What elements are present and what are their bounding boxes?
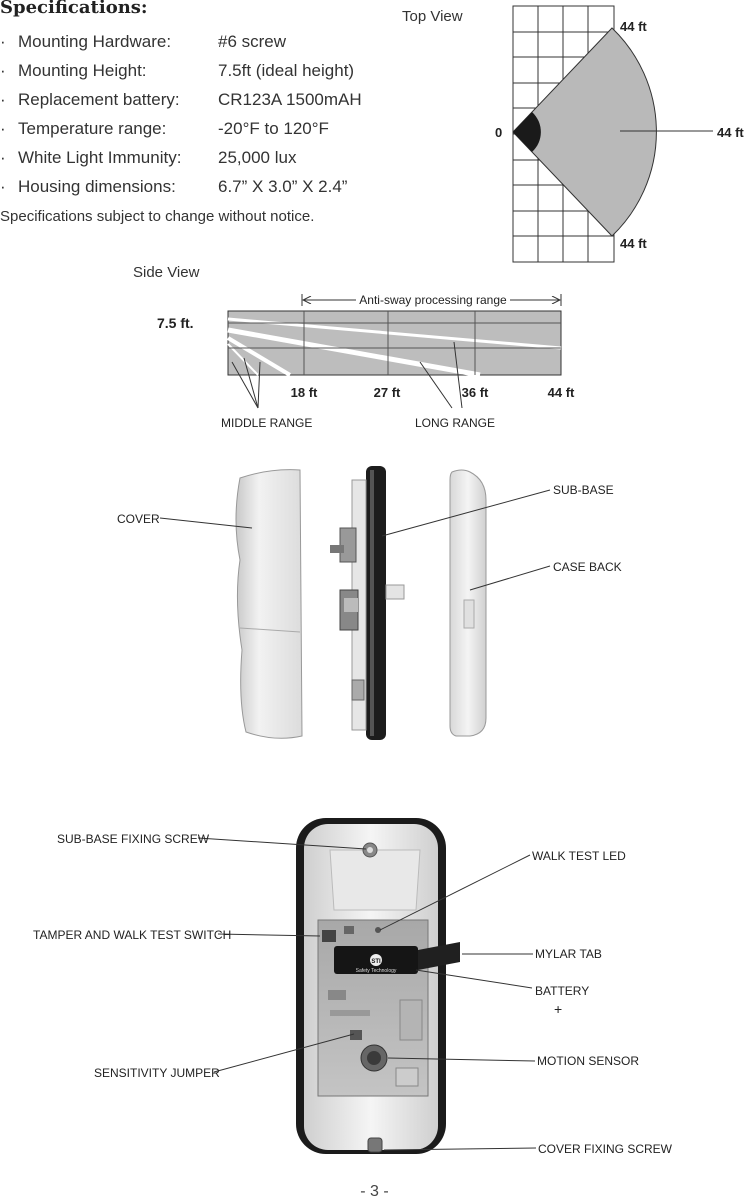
tamper-switch — [322, 930, 336, 942]
spec-value: #6 screw — [218, 32, 287, 51]
case-back-label: CASE BACK — [553, 560, 622, 574]
walk-test-led-label: WALK TEST LED — [532, 849, 626, 863]
exploded-view-diagram — [150, 460, 620, 745]
spec-label: Temperature range: — [18, 119, 167, 138]
sub-base-fixing-screw-label: SUB-BASE FIXING SCREW — [57, 832, 210, 846]
bullet: · — [0, 148, 6, 167]
cover-fixing-screw — [368, 1138, 382, 1152]
range-label-bottom: 44 ft — [620, 236, 647, 251]
internal-view-diagram — [190, 810, 550, 1160]
specifications-title: Specifications: — [0, 0, 148, 18]
range-label-top: 44 ft — [620, 19, 647, 34]
sensitivity-jumper-label: SENSITIVITY JUMPER — [94, 1066, 220, 1080]
spec-value: 25,000 lux — [218, 148, 297, 167]
spec-label: Mounting Height: — [18, 61, 147, 80]
spec-value: -20°F to 120°F — [218, 119, 329, 138]
mylar-tab-label: MYLAR TAB — [535, 947, 602, 961]
spec-value: CR123A 1500mAH — [218, 90, 362, 109]
height-label: 7.5 ft. — [157, 315, 194, 331]
top-view-diagram — [480, 0, 749, 268]
side-view-diagram — [150, 285, 590, 435]
distance-tick-27: 27 ft — [373, 385, 401, 400]
spec-label: Housing dimensions: — [18, 177, 176, 196]
top-view-title: Top View — [402, 8, 463, 25]
cover-part — [236, 470, 302, 739]
tamper-switch-label: TAMPER AND WALK TEST SWITCH — [33, 928, 232, 942]
bullet: · — [0, 32, 6, 51]
bullet: · — [0, 61, 6, 80]
spec-label: Mounting Hardware: — [18, 32, 172, 51]
spec-label: Replacement battery: — [18, 90, 180, 109]
spec-value: 7.5ft (ideal height) — [218, 61, 355, 80]
dead-zone — [513, 112, 541, 152]
battery-label: BATTERY — [535, 984, 590, 998]
spec-label: White Light Immunity: — [18, 148, 182, 167]
middle-range-label: MIDDLE RANGE — [221, 416, 313, 430]
battery-polarity: + — [554, 1001, 563, 1017]
sub-base-part — [330, 466, 404, 740]
long-range-label: LONG RANGE — [415, 416, 496, 430]
bullet: · — [0, 177, 6, 196]
specifications-note: Specifications subject to change without notice. — [0, 208, 315, 225]
battery-brand-text: STI — [371, 959, 381, 965]
page-number: - 3 - — [360, 1183, 389, 1200]
cover-fixing-screw-label: COVER FIXING SCREW — [538, 1142, 673, 1156]
anti-sway-label: Anti-sway processing range — [359, 293, 507, 307]
battery-maker-text: Safety Technology — [355, 968, 397, 974]
motion-sensor-label: MOTION SENSOR — [537, 1054, 640, 1068]
spec-value: 6.7” X 3.0” X 2.4” — [218, 177, 348, 196]
bullet: · — [0, 90, 6, 109]
bullet: · — [0, 119, 6, 138]
sub-base-label: SUB-BASE — [553, 483, 614, 497]
case-back-part — [450, 470, 486, 736]
distance-tick-18: 18 ft — [290, 385, 318, 400]
distance-tick-44: 44 ft — [547, 385, 575, 400]
range-label-right: 44 ft — [717, 125, 744, 140]
distance-tick-36: 36 ft — [461, 385, 489, 400]
origin-label: 0 — [495, 125, 503, 140]
side-view-title: Side View — [133, 264, 200, 281]
cover-label: COVER — [117, 512, 160, 526]
